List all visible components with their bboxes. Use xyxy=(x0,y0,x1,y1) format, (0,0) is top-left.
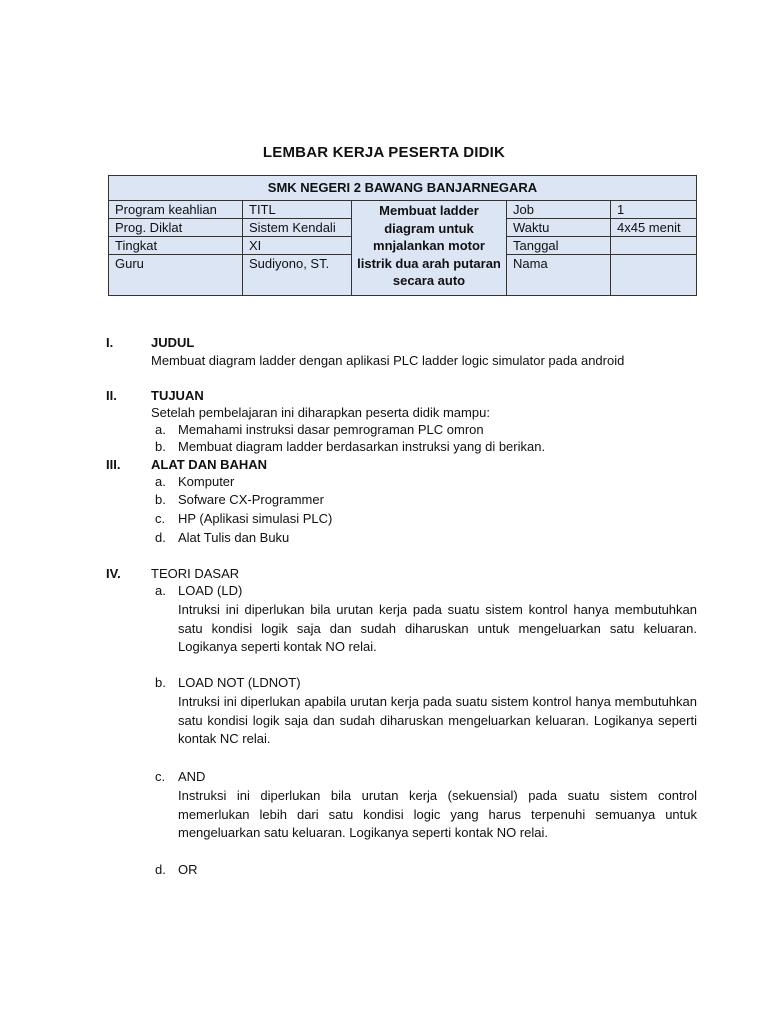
section-number-teori: IV. xyxy=(106,566,121,581)
teori-item-title: LOAD (LD) xyxy=(178,583,243,598)
row-value-guru: Sudiyono, ST. xyxy=(243,255,352,296)
teori-item-letter: c. xyxy=(155,769,166,784)
topic-cell: Membuat ladder diagram untuk mnjalankan motor listrik dua arah putaran secara auto xyxy=(352,201,507,296)
right-label-tanggal: Tanggal xyxy=(507,237,611,255)
section-number-judul: I. xyxy=(106,335,114,350)
tujuan-item-text: Membuat diagram ladder berdasarkan instruksi yang di berikan. xyxy=(178,439,546,454)
teori-item-letter: a. xyxy=(155,583,166,598)
section-number-tujuan: II. xyxy=(106,388,117,403)
section-heading-teori: TEORI DASAR xyxy=(151,566,240,581)
alat-item-text: HP (Aplikasi simulasi PLC) xyxy=(178,511,333,526)
tujuan-intro: Setelah pembelajaran ini diharapkan peserta didik mampu: xyxy=(151,405,490,420)
teori-item-letter: d. xyxy=(155,862,166,877)
document-title: LEMBAR KERJA PESERTA DIDIK xyxy=(262,144,506,161)
right-value-tanggal xyxy=(611,237,697,255)
row-label-tingkat: Tingkat xyxy=(109,237,243,255)
alat-item-letter: b. xyxy=(155,492,166,507)
header-table xyxy=(108,175,697,296)
tujuan-item-letter: b. xyxy=(155,439,166,454)
alat-item-letter: a. xyxy=(155,474,166,489)
teori-item-title: AND xyxy=(178,769,206,784)
section-heading-alat: ALAT DAN BAHAN xyxy=(151,457,268,472)
teori-item-paragraph: Intruksi ini diperlukan apabila urutan kerja pada suatu sistem kontrol hanya membutuhkan satu kondisi logik saja dan sudah diharuskan mengeluarkan keluaran. Logikanya seperti kontak NC relai. xyxy=(178,694,697,747)
right-label-job: Job xyxy=(507,201,611,219)
row-label-program: Program keahlian xyxy=(109,201,243,219)
right-value-waktu: 4x45 menit xyxy=(611,219,697,237)
tujuan-item-text: Memahami instruksi dasar pemrograman PLC omron xyxy=(178,422,484,437)
alat-item-text: Komputer xyxy=(178,474,235,489)
section-number-alat: III. xyxy=(106,457,121,472)
right-label-waktu: Waktu xyxy=(507,219,611,237)
row-label-guru: Guru xyxy=(109,255,243,296)
section-heading-judul: JUDUL xyxy=(151,335,195,350)
right-value-nama xyxy=(611,255,697,296)
row-label-diklat: Prog. Diklat xyxy=(109,219,243,237)
tujuan-item-letter: a. xyxy=(155,422,166,437)
section-heading-tujuan: TUJUAN xyxy=(151,388,204,403)
right-value-job: 1 xyxy=(611,201,697,219)
row-value-program: TITL xyxy=(243,201,352,219)
alat-item-text: Alat Tulis dan Buku xyxy=(178,530,290,545)
alat-item-letter: c. xyxy=(155,511,166,526)
row-value-tingkat: XI xyxy=(243,237,352,255)
teori-item-paragraph: Intruksi ini diperlukan bila urutan kerja pada suatu sistem kontrol hanya membutuhkan satu kondisi logik saja dan sudah diharuskan untuk mengeluarkan satu keluaran. Logikanya seperti kontak NO relai. xyxy=(178,602,697,655)
school-name: SMK NEGERI 2 BAWANG BANJARNEGARA xyxy=(109,176,697,201)
row-value-diklat: Sistem Kendali xyxy=(243,219,352,237)
right-label-nama: Nama xyxy=(507,255,611,296)
teori-item-title: OR xyxy=(178,862,198,877)
alat-item-text: Sofware CX-Programmer xyxy=(178,492,324,507)
teori-item-letter: b. xyxy=(155,675,166,690)
judul-text: Membuat diagram ladder dengan aplikasi PLC ladder logic simulator pada android xyxy=(151,353,625,368)
teori-item-paragraph: Instruksi ini diperlukan bila urutan kerja (sekuensial) pada suatu sistem control memerlukan lebih dari satu kondisi logic yang harus terpenuhi semuanya untuk mengeluarkan satu keluaran. Logikanya seperti kontak NO relai. xyxy=(178,788,697,841)
teori-item-title: LOAD NOT (LDNOT) xyxy=(178,675,301,690)
alat-item-letter: d. xyxy=(155,530,166,545)
